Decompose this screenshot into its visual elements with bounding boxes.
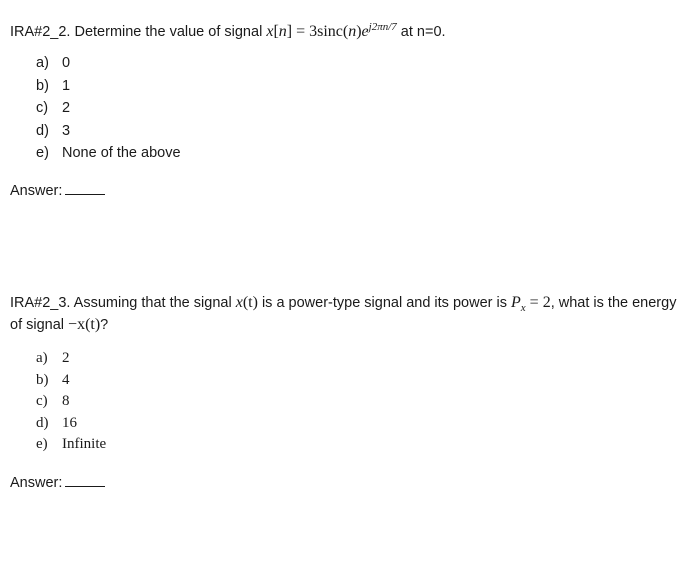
option-a[interactable] [36, 52, 181, 75]
formula-e: e [361, 23, 369, 40]
formula-eq: = 3sinc( [292, 23, 349, 40]
option-letter: c) [36, 100, 49, 116]
option-a[interactable] [36, 348, 106, 370]
formula-P-sub: x [520, 302, 526, 314]
question-2-signal [236, 294, 258, 311]
question-2-prompt-line-2 [10, 314, 108, 336]
option-letter: e) [36, 436, 48, 452]
formula-n2: n [348, 23, 357, 40]
option-letter: b) [36, 77, 49, 94]
question-1-formula [266, 23, 396, 40]
question-2-answer [10, 473, 105, 493]
question-2-mid: is a power-type signal and its power is [257, 295, 511, 311]
option-text: 1 [62, 77, 71, 94]
formula-eq: = 2 [525, 294, 551, 311]
formula-t: (t) [242, 294, 258, 311]
formula-bracket-open: [ [273, 23, 279, 40]
question-1-options [36, 52, 181, 165]
option-letter: e) [36, 145, 49, 161]
formula-x: x [235, 294, 243, 311]
question-1-prompt [10, 16, 446, 43]
option-text: 0 [62, 55, 71, 71]
option-text: 2 [62, 350, 70, 366]
option-e[interactable] [36, 142, 181, 165]
question-2-line2-prefix: of signal [10, 317, 69, 333]
formula-exponent: j2πn/7 [368, 21, 397, 33]
option-b[interactable] [36, 370, 106, 392]
option-c[interactable] [36, 97, 181, 120]
answer-blank[interactable] [65, 474, 105, 487]
option-text: Infinite [62, 436, 107, 452]
formula-close: ) [356, 23, 362, 40]
option-text: 16 [62, 414, 77, 431]
question-2-prompt-line-1 [10, 292, 676, 319]
answer-blank[interactable] [65, 182, 105, 195]
option-text: None of the above [62, 145, 181, 161]
question-1-prefix: IRA#2_2. Determine the value of signal [10, 24, 267, 40]
option-letter: d) [36, 122, 49, 139]
option-letter: a) [36, 350, 48, 366]
option-text: 4 [62, 371, 70, 388]
formula-P: P [511, 294, 521, 311]
answer-label: Answer: [10, 183, 63, 199]
question-2-line2-formula: −x(t) [68, 316, 101, 333]
option-letter: d) [36, 414, 49, 431]
option-text: 2 [62, 100, 71, 116]
option-b[interactable] [36, 75, 181, 98]
option-c[interactable] [36, 391, 106, 413]
formula-bracket-close: ] [286, 23, 293, 40]
option-e[interactable] [36, 434, 106, 456]
question-2-power [511, 294, 551, 314]
question-2-options [36, 348, 106, 456]
question-2-suffix: , what is the energy [550, 295, 677, 311]
option-letter: c) [36, 393, 48, 409]
option-letter: b) [36, 371, 49, 388]
option-d[interactable] [36, 413, 106, 435]
question-1-answer [10, 181, 105, 201]
question-2-prefix: IRA#2_3. Assuming that the signal [10, 295, 236, 311]
option-letter: a) [36, 55, 49, 71]
question-1-suffix: at n=0. [396, 24, 446, 40]
formula-x: x [266, 23, 274, 40]
option-text: 3 [62, 122, 71, 139]
option-text: 8 [62, 393, 70, 409]
option-d[interactable] [36, 120, 181, 143]
formula-n: n [278, 23, 287, 40]
question-2-line2-suffix: ? [100, 317, 109, 333]
answer-label: Answer: [10, 475, 63, 491]
